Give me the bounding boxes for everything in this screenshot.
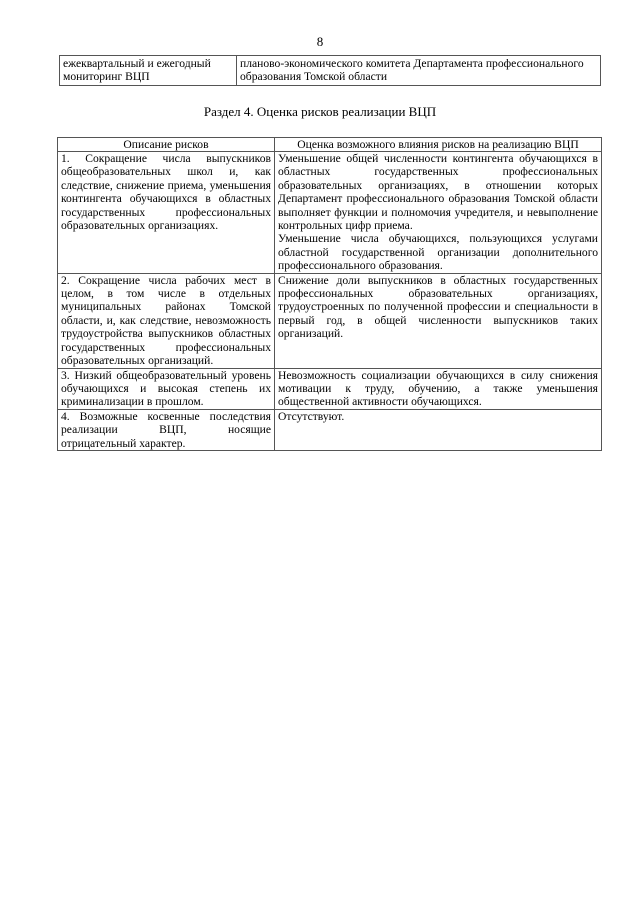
table-header-row (58, 138, 602, 152)
table-row (58, 273, 602, 368)
column-header-risk-description: Описание рисков (58, 138, 275, 152)
impact-paragraph: Отсутствуют. (278, 409, 345, 423)
impact-paragraph: Снижение доли выпускников в областных государственных профессиональных образовательных организациях, трудоустроенных по полученной профессии и специальности в первый год, в общей численности выпускников таких организаций. (278, 273, 598, 341)
table-row (58, 409, 602, 450)
column-header-impact-assessment: Оценка возможного влияния рисков на реализацию ВЦП (275, 138, 602, 152)
risk-description-cell: 1. Сокращение числа выпускников общеобразовательных школ и, как следствие, снижение приема, уменьшения контингента обучающихся в областных государственных профессиональных образовательных организациях. (58, 152, 275, 274)
risk-description-cell: 2. Сокращение числа рабочих мест в целом, в том числе в отдельных муниципальных районах Томской области, и, как следствие, невозможность трудоустройства выпускников областных государственных профессиональных образовательных организаций. (58, 273, 275, 368)
risk-impact-cell (275, 409, 602, 450)
table-cell: ежеквартальный и ежегодный мониторинг ВЦП (60, 56, 237, 86)
risk-description-cell: 3. Низкий общеобразовательный уровень обучающихся и высокая степень их криминализации в прошлом. (58, 368, 275, 409)
risk-description-cell: 4. Возможные косвенные последствия реализации ВЦП, носящие отрицательный характер. (58, 409, 275, 450)
impact-paragraph: Уменьшение общей численности контингента обучающихся в областных государственных профессиональных образовательных организациях, в отношении которых Департамент профессионального образования Томской области выполняет функции и полномочия учредителя, и невыполнение контрольных цифр приема. (278, 152, 598, 233)
page-number: 8 (316, 34, 324, 49)
risk-impact-cell (275, 273, 602, 368)
risk-impact-cell (275, 152, 602, 274)
impact-paragraph: Уменьшение числа обучающихся, пользующихся услугами областной государственной организации дополнительного профессионального образования. (278, 232, 598, 273)
risk-assessment-table (57, 137, 602, 451)
section-title: Раздел 4. Оценка рисков реализации ВЦП (203, 104, 437, 119)
impact-paragraph: Невозможность социализации обучающихся в силу снижения мотивации к труду, обучению, а также уменьшения общественной активности обучающихся. (278, 368, 598, 409)
risk-impact-cell (275, 368, 602, 409)
continuation-table (59, 55, 601, 86)
table-row (60, 56, 601, 86)
table-cell: планово-экономического комитета Департамента профессионального образования Томской области (237, 56, 601, 86)
table-row (58, 368, 602, 409)
table-row (58, 152, 602, 274)
